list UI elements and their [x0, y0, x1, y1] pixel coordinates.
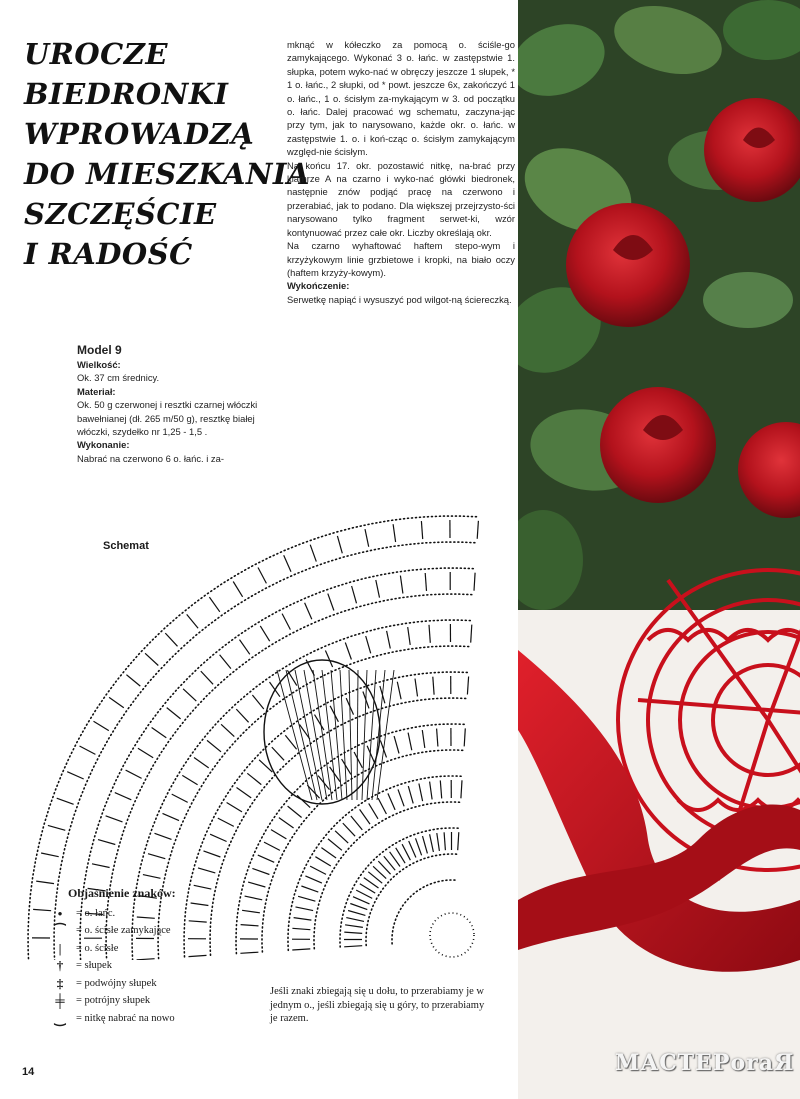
headline-line: BIEDRONKI: [24, 77, 229, 111]
slip-stitch-join-icon: ⁀: [54, 923, 66, 938]
legend-row: [44, 940, 264, 958]
legend-row: [44, 922, 264, 940]
chain-stitch-icon: •: [57, 905, 63, 921]
symbol-legend: [44, 885, 264, 1027]
single-crochet-icon: |: [58, 940, 62, 956]
material-text: Ok. 50 g czerwonej i resztki czarnej włóczki bawełnianej (dł. 265 m/50 g), resztkę białej włóczki, szydełko nr 1,25 - 1,5 .: [77, 399, 258, 438]
product-photo: [518, 0, 800, 1099]
legend-label: = nitkę nabrać na nowo: [76, 1012, 175, 1024]
headline: [24, 34, 310, 274]
material-heading: Materiał:: [77, 385, 116, 397]
page-number: 14: [22, 1066, 35, 1078]
legend-label: = potrójny słupek: [76, 995, 151, 1006]
instructions-paragraph: Na końcu 17. okr. pozostawić nitkę, na-brać przy klamrze A na czarno i wyko-nać główki biedronek, następnie znów podjąć pracę na czerwono i przerabiać, jak to podano. Dla większej przejrzysto-ści narysowano tylko fragment serwet-ki, wzór kontynuować przez całe okr. Liczby określają okr.: [287, 159, 515, 238]
treble-crochet-icon: ‡: [56, 975, 64, 991]
rejoin-yarn-icon: ‿: [54, 1010, 66, 1026]
execution-heading: Wykonanie:: [77, 439, 130, 451]
finishing-heading: Wykończenie:: [287, 280, 350, 292]
size-heading: Wielkość:: [77, 359, 121, 370]
rose-doily-photo: [518, 0, 800, 1099]
watermark-logo: МАСТЕРоrаЯ: [615, 1050, 795, 1076]
headline-line: UROCZE: [24, 37, 169, 71]
legend-label: = słupek: [76, 960, 112, 971]
double-treble-icon: ╪: [55, 993, 65, 1008]
headline-line: DO MIESZKANIA: [24, 157, 310, 191]
model-title: Model 9: [77, 343, 122, 357]
legend-label: = podwójny słupek: [76, 977, 157, 989]
legend-row: [44, 905, 264, 923]
instructions-column: [287, 38, 515, 306]
instructions-paragraph: mknąć w kółeczko za pomocą o. ściśle-go zamykającego. Wykonać 3 o. łańc. w zastępstwie 1. słupka, potem wyko-nać w obręczy jeszcze 1 słupek, * 1 o. łańc., 2 słupki, od * powt. jeszcze 6x, zakończyć 1 o. łańc., 1 o. ścisłym za-mykającym w 3. od początku o. łańc. Dalej pracować wg schematu, zaczyna-jąc przy tym, jak to narysowano, każde okr. o. łańc. w zastępstwie 1. o. i koń-cząc o. ścisłym zamykającym względ-nie ścisłym.: [287, 39, 515, 158]
stitch-note: Jeśli znaki zbiegają się u dołu, to przerabiamy je w jednym o., jeśli zbiegają się u góry, to przerabiamy je razem.: [270, 986, 485, 1024]
legend-row: [44, 992, 264, 1010]
headline-line: SZCZĘŚCIE: [24, 197, 217, 231]
legend-row: [44, 1010, 264, 1028]
finishing-text: Serwetkę napiąć i wysuszyć pod wilgot-ną ściereczką.: [287, 293, 512, 305]
legend-label: = o. łańc.: [76, 907, 116, 919]
legend-label: = o. ścisłe zamykające: [76, 925, 171, 936]
size-text: Ok. 37 cm średnicy.: [77, 372, 160, 384]
double-crochet-icon: †: [56, 958, 64, 973]
model-info: [77, 343, 275, 465]
legend-row: [44, 957, 264, 975]
headline-line: WPROWADZĄ: [24, 117, 255, 151]
instructions-paragraph: Na czarno wyhaftować haftem stepo-wym i krzyżykowym linie grzbietowe i kropki, na biało oczy (haftem krzyży-kowym).: [287, 240, 515, 278]
legend-title: Objaśnienie znaków:: [68, 886, 176, 900]
legend-row: [44, 975, 264, 993]
schemat-label: Schemat: [103, 540, 149, 552]
execution-text: Nabrać na czerwono 6 o. łańc. i za-: [77, 452, 224, 464]
headline-line: I RADOŚĆ: [24, 237, 193, 271]
legend-label: = o. ścisłe: [76, 942, 119, 954]
